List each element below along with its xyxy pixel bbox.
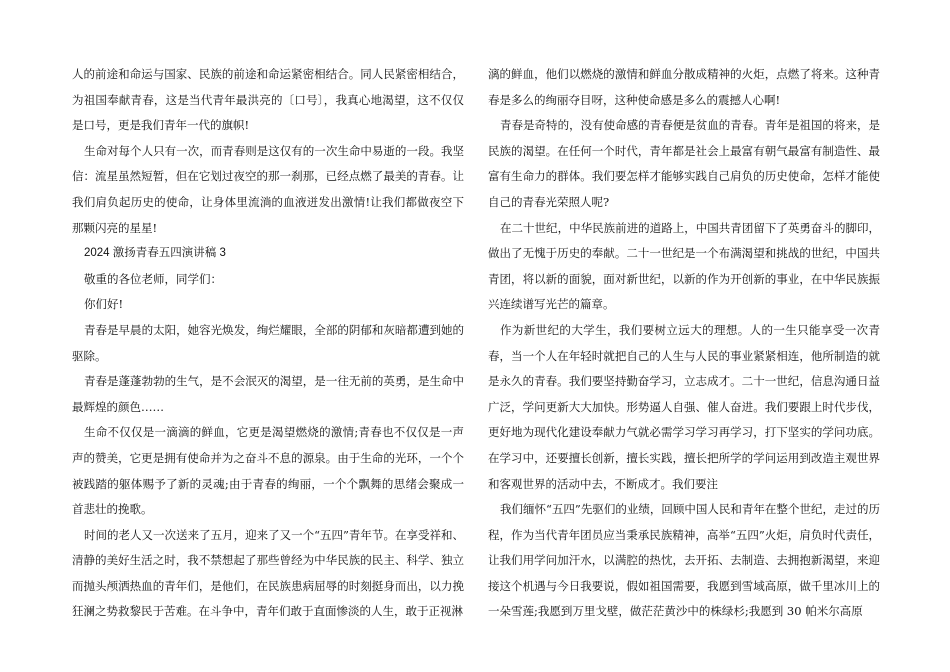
salutation: 敬重的各位老师，同学们： xyxy=(84,271,222,286)
paragraph: 漓的鲜血，他们以燃烧的激情和鲜血分散成精神的火炬，点燃了将来。这种青春是多么的绚丽夺目呀，这种使命感是多么的震撼人心啊! xyxy=(488,67,880,107)
paragraph: 青春是蓬蓬勃勃的生气，是不会泯灭的渴望，是一往无前的英勇，是生命中最辉煌的颜色…… xyxy=(72,374,464,414)
paragraph: 作为新世纪的大学生，我们要树立远大的理想。人的一生只能享受一次青春，当一个人在年轻时就把自己的人生与人民的事业紧紧相连，他所制造的就是永久的青春。我们要坚持勤奋学习，立志成才。二十一世纪，信息沟通日益广泛，学问更新大大加快。形势逼人自强、催人奋进。我们要跟上时代步伐，更好地为现代化建设奉献力气就必需学习学习再学习，打下坚实的学问功底。在学习中，还要擅长创新，擅长实践，擅长把所学的学问运用到改造主观世界和客观世界的活动中去，不断成才。我们要注 xyxy=(488,322,880,491)
greeting: 你们好! xyxy=(84,297,124,312)
paragraph: 我们缅怀“五四”先驱们的业绩，回顾中国人民和青年在整个世纪，走过的历程，作为当代青年团员应当秉承民族精神，高举“五四”火炬，肩负时代责任，让我们用学问加汗水，以满腔的热忱，去开拓、去制造、去拥抱新渴望，来迎接这个机遇与今日我要说，假如祖国需要，我愿到雪域高原，做千里冰川上的一朵雪莲;我愿到万里戈壁，做茫茫黄沙中的株绿杉;我愿到 30 帕米尔高原 xyxy=(488,502,880,619)
paragraph: 生命不仅仅是一滴滴的鲜血，它更是渴望燃烧的激情;青春也不仅仅是一声声的赞美，它更是拥有使命并为之奋斗不息的源泉。由于生命的光环，一个个被践踏的躯体赐予了新的灵魂;由于青春的绚丽，一个个飘舞的思绪会聚成一首悲壮的挽歌。 xyxy=(72,425,464,517)
paragraph: 时间的老人又一次送来了五月，迎来了又一个“五四”青年节。在享受祥和、清静的美好生活之时，我不禁想起了那些曾经为中华民族的民主、科学、独立而抛头颅洒热血的青年们，是他们，在民族患病屈辱的时刻挺身而出，以力挽狂澜之势救黎民于苦难。在斗争中，青年们敢于直面惨淡的人生，敢于正视淋 xyxy=(72,527,464,619)
paragraph: 青春是奇特的，没有使命感的青春便是贫血的青春。青年是祖国的将来，是民族的渴望。在任何一个时代，青年都是社会上最富有朝气最富有制造性、最富有生命力的群体。我们要怎样才能够实践自己肩负的历史使命，怎样才能使自己的青春光荣照人呢? xyxy=(488,118,880,209)
paragraph: 生命对每个人只有一次，而青春则是这仅有的一次生命中易逝的一段。我坚信：流星虽然短暂，但在它划过夜空的那一刹那，已经点燃了最美的青春。让我们肩负起历史的使命，让身体里流淌的血液迸发出激情!让我们都做夜空下那颗闪亮的星星! xyxy=(72,143,464,235)
right-column xyxy=(488,62,880,625)
paragraph: 青春是早晨的太阳，她容光焕发，绚烂耀眼，全部的阴郁和灰暗都遭到她的驱除。 xyxy=(72,322,464,363)
paragraph: 人的前途和命运与国家、民族的前途和命运紧密相结合。同人民紧密相结合，为祖国奉献青春，这是当代青年最洪亮的〔口号〕，我真心地渴望，这不仅仅是口号，更是我们青年一代的旗帜! xyxy=(72,67,464,133)
left-column xyxy=(72,62,464,625)
paragraph: 在二十世纪，中华民族前进的道路上，中国共青团留下了英勇奋斗的脚印，做出了无愧于历史的奉献。二十一世纪是一个布满渴望和挑战的世纪，中国共青团，将以新的面貌，面对新世纪，以新的作为开创新的事业，在中华民族振兴连续谱写光芒的篇章。 xyxy=(488,220,880,312)
speech-title: 2024 激扬青春五四演讲稿 3 xyxy=(84,247,226,260)
